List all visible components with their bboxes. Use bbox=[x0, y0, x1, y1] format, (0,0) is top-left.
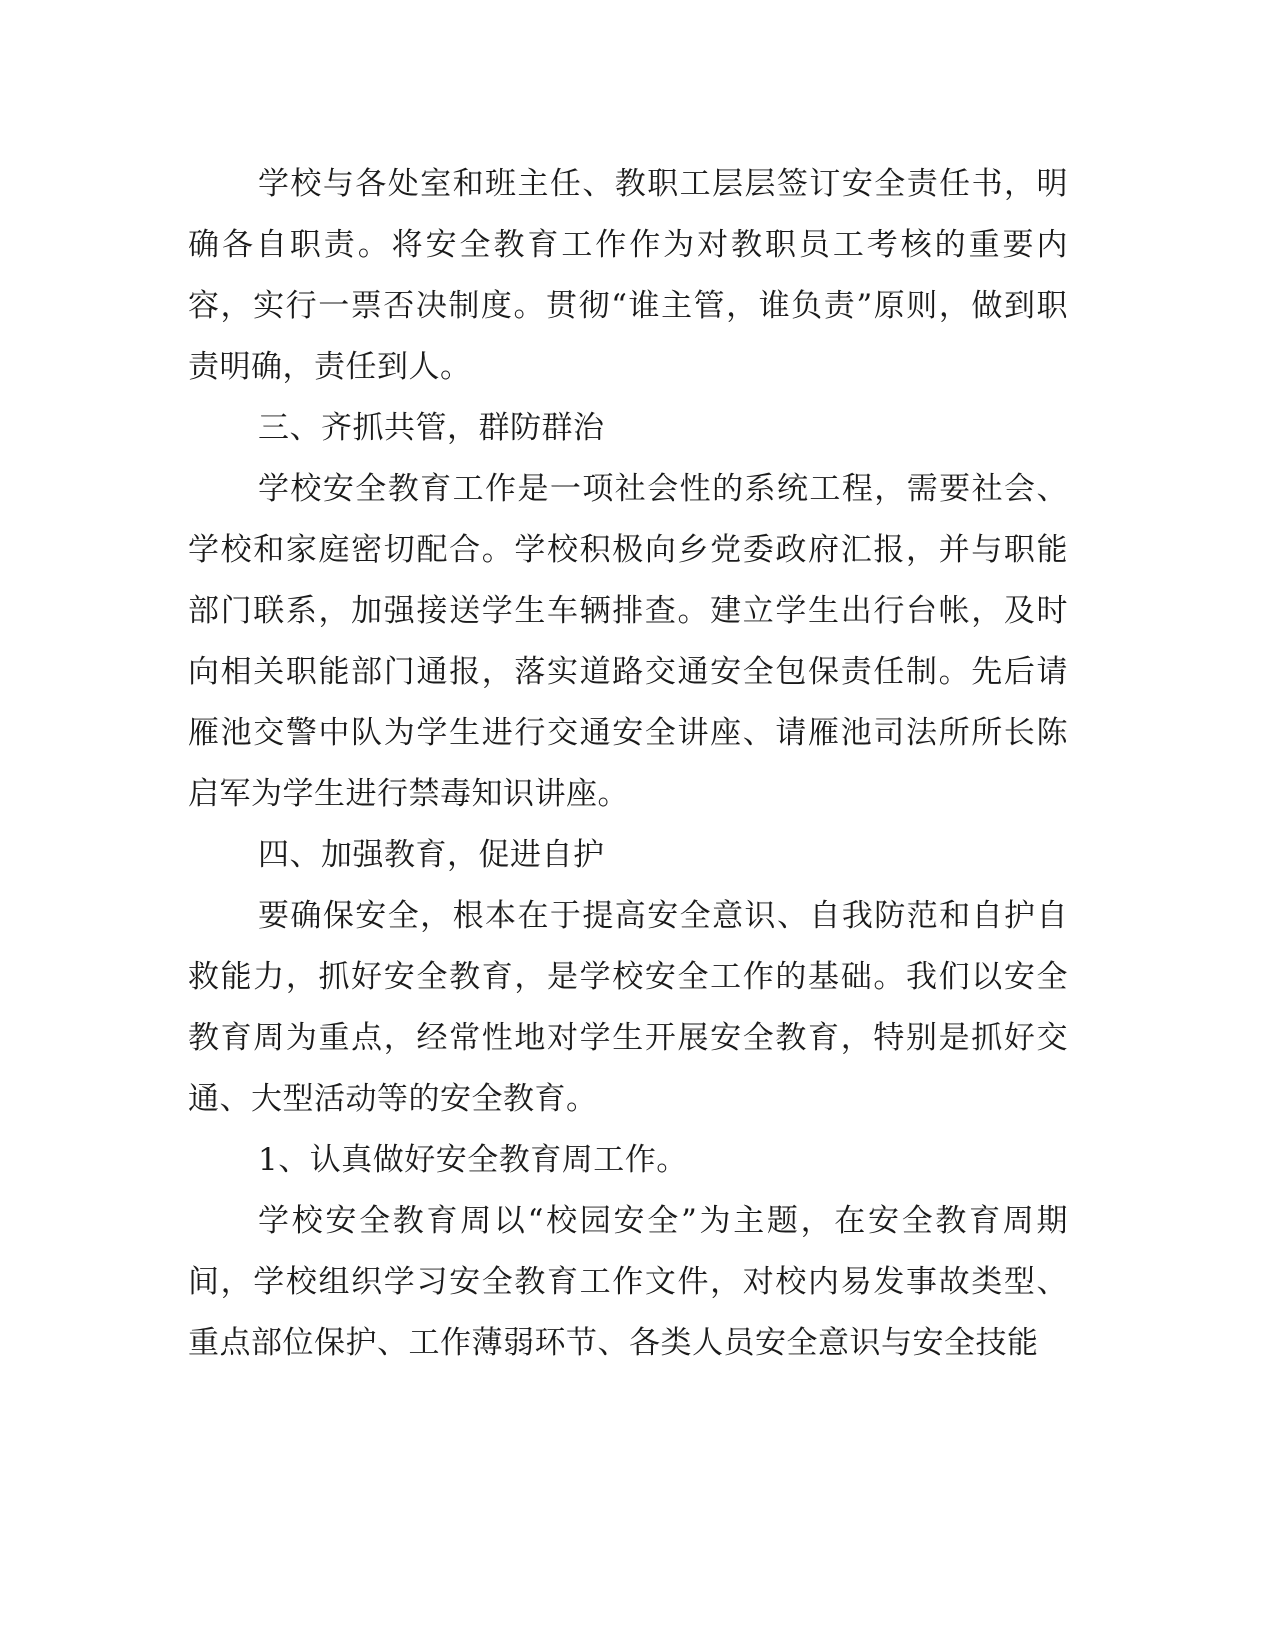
paragraph-safety-week: 学校安全教育周以“校园安全”为主题，在安全教育周期间，学校组织学习安全教育工作文件，对校内易发事故类型、重点部位保护、工作薄弱环节、各类人员安全意识与安全技能 bbox=[188, 1203, 1068, 1361]
section-heading-4: 四、加强教育，促进自护 bbox=[258, 837, 605, 873]
paragraph-education: 要确保安全，根本在于提高安全意识、自我防范和自护自救能力，抓好安全教育，是学校安全工作的基础。我们以安全教育周为重点，经常性地对学生开展安全教育，特别是抓好交通、大型活动等的安全教育。 bbox=[188, 898, 1068, 1117]
subheading-1: 1、认真做好安全教育周工作。 bbox=[258, 1142, 688, 1178]
document-body bbox=[188, 154, 1068, 1374]
paragraph-cooperation: 学校安全教育工作是一项社会性的系统工程，需要社会、学校和家庭密切配合。学校积极向乡党委政府汇报，并与职能部门联系，加强接送学生车辆排查。建立学生出行台帐，及时向相关职能部门通报，落实道路交通安全包保责任制。先后请雁池交警中队为学生进行交通安全讲座、请雁池司法所所长陈启军为学生进行禁毒知识讲座。 bbox=[188, 471, 1068, 812]
paragraph-responsibility: 学校与各处室和班主任、教职工层层签订安全责任书，明确各自职责。将安全教育工作作为对教职员工考核的重要内容，实行一票否决制度。贯彻“谁主管，谁负责”原则，做到职责明确，责任到人。 bbox=[188, 166, 1068, 385]
section-heading-3: 三、齐抓共管，群防群治 bbox=[258, 410, 605, 446]
